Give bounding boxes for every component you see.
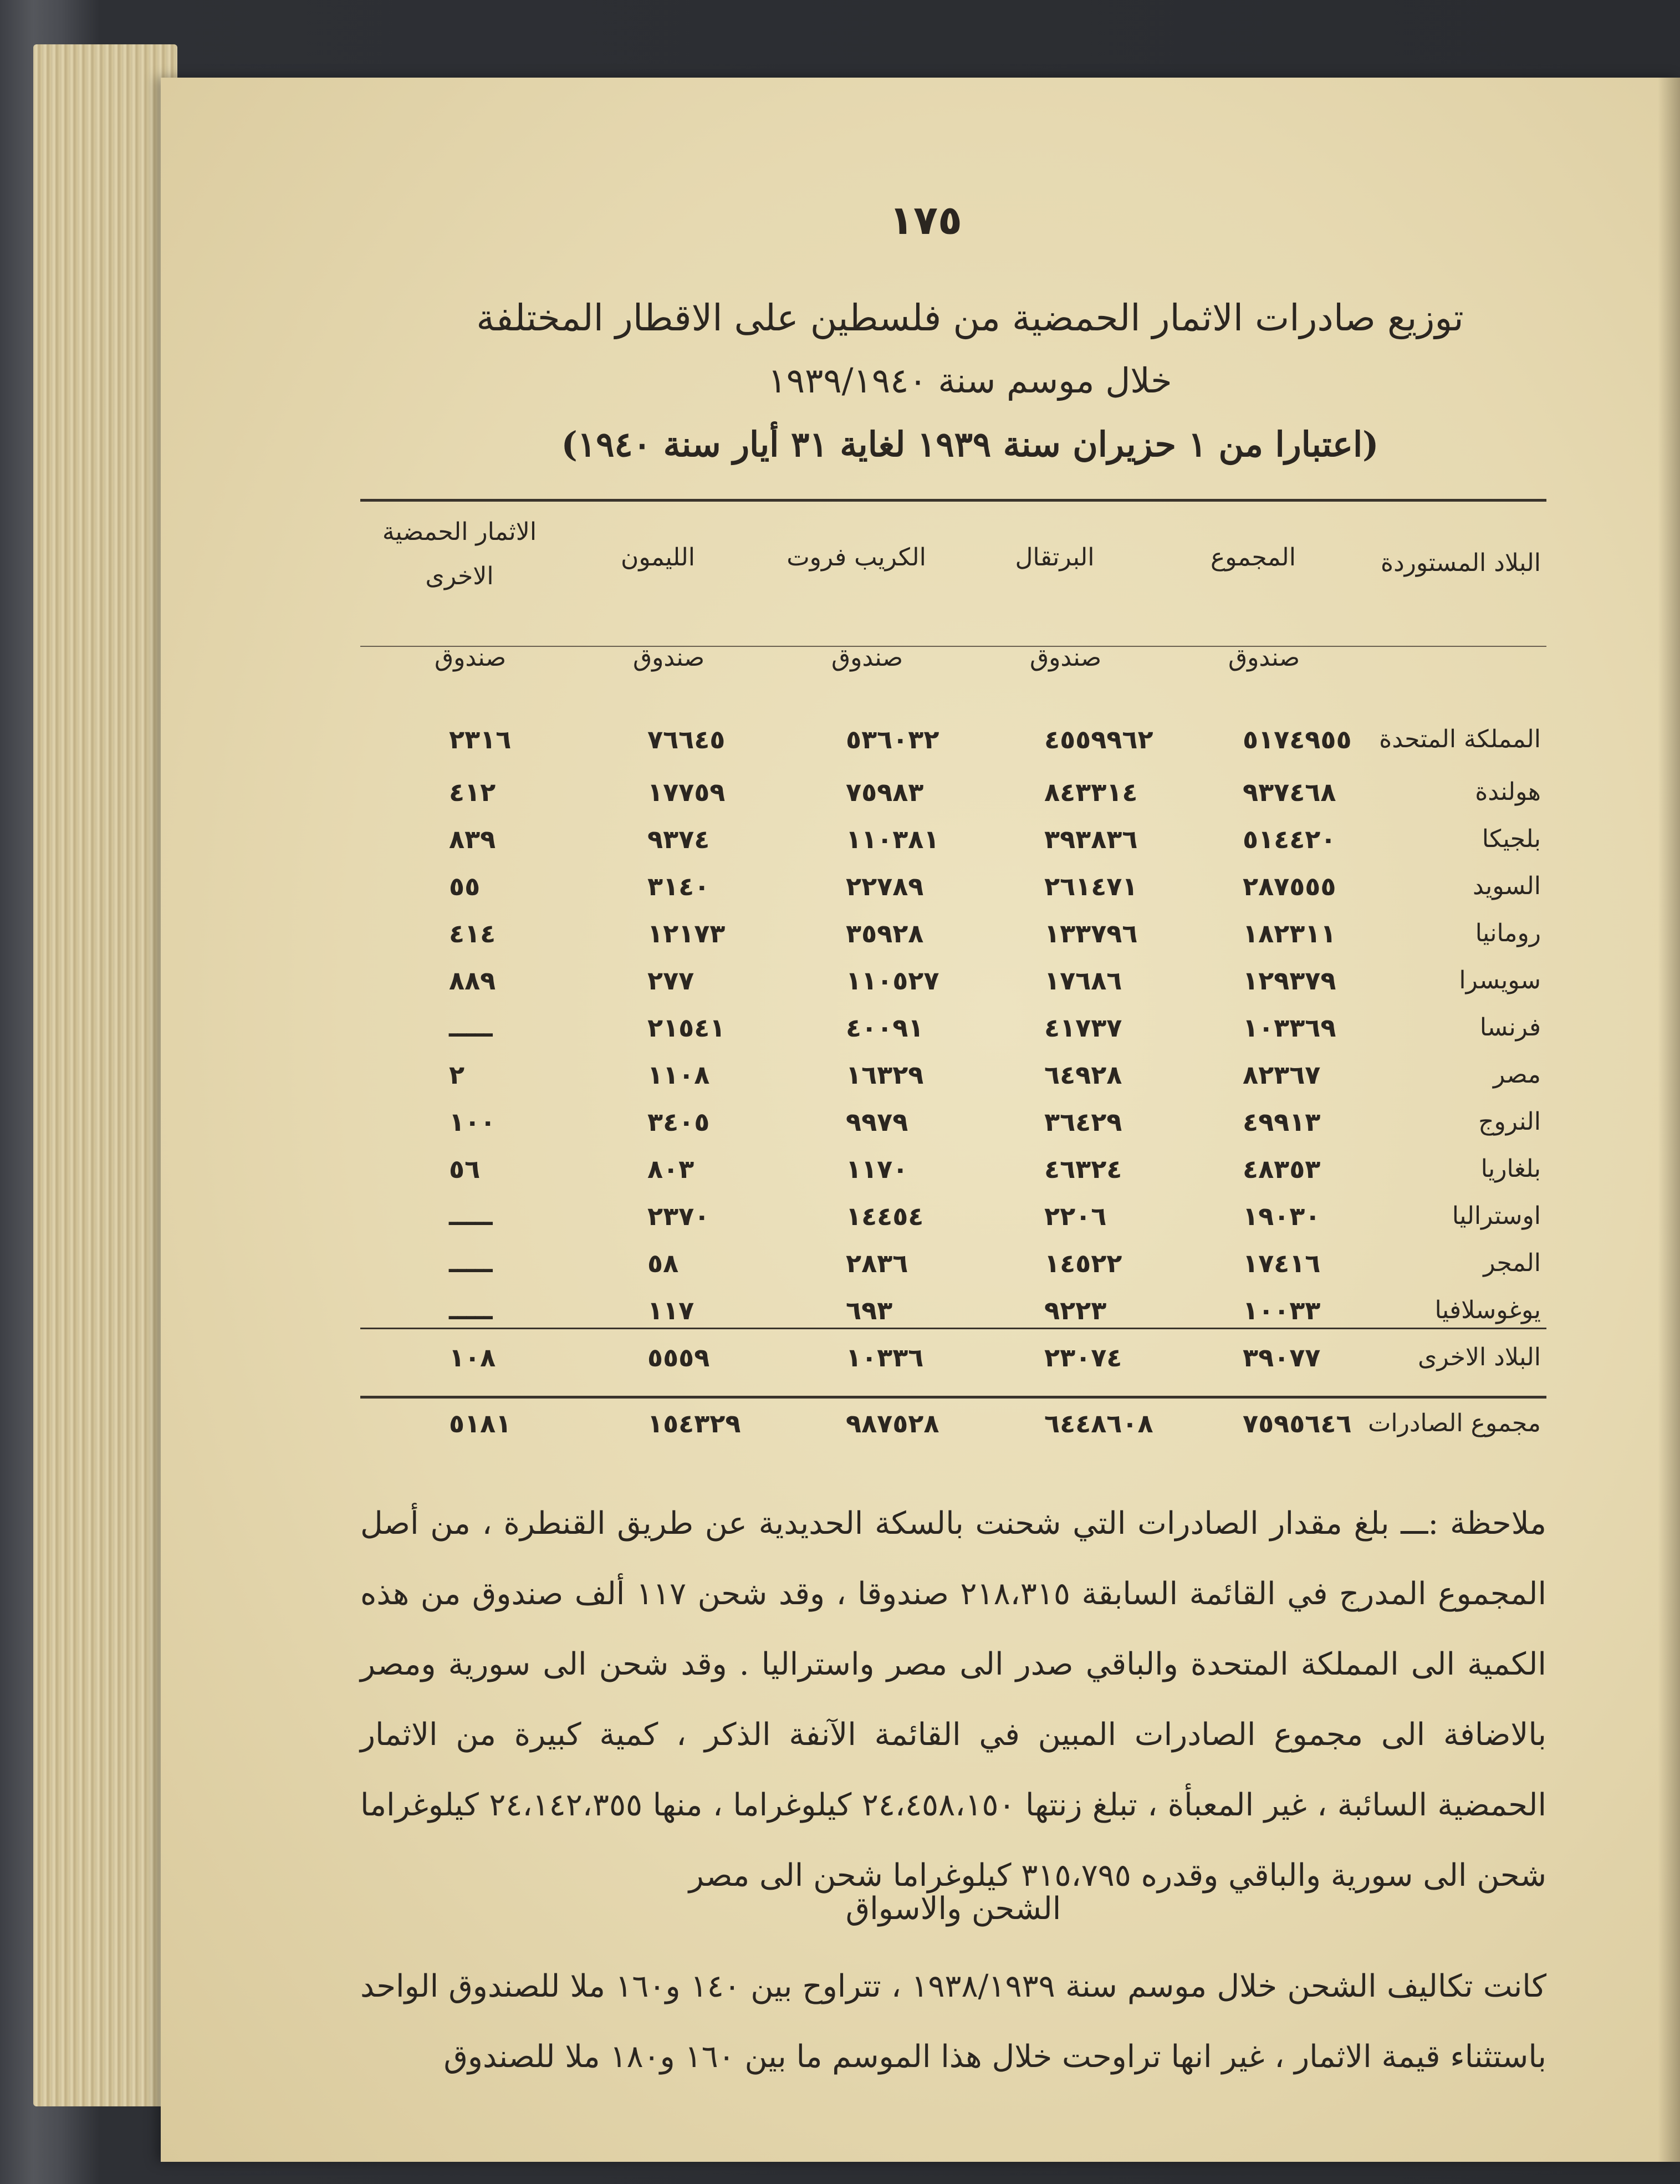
- lemons-cell: ٣٤٠٥: [647, 1106, 710, 1137]
- country-cell: النروج: [1478, 1108, 1541, 1136]
- oranges-cell: ٤٦٣٢٤: [1044, 1154, 1122, 1184]
- table-header-row: [360, 510, 1546, 626]
- country-cell: فرنسا: [1479, 1013, 1541, 1042]
- section-heading: الشحن والاسواق: [845, 1891, 1061, 1927]
- total-cell: ١٢٩٣٧٩: [1243, 965, 1336, 996]
- table-row: [360, 863, 1546, 910]
- grapefruit-cell: ٩٩٧٩: [846, 1106, 908, 1137]
- lemons-cell: ٩٣٧٤: [647, 824, 710, 854]
- lemons-cell: ٧٦٦٤٥: [647, 724, 726, 754]
- oranges-cell: ٢٦١٤٧١: [1044, 871, 1138, 901]
- table-row: [360, 1239, 1546, 1287]
- grand-total-cell: ٧٥٩٥٦٤٦: [1243, 1408, 1352, 1438]
- grapefruit-cell: ١١٧٠: [846, 1154, 908, 1184]
- grapefruit-cell: ١١٠٥٢٧: [846, 965, 939, 996]
- table-row: [360, 910, 1546, 957]
- other-cell: ٤١٢: [449, 777, 496, 807]
- oranges-cell: ١٧٦٨٦: [1044, 965, 1122, 996]
- header-grapefruit: الكريب فروت: [787, 543, 926, 571]
- grapefruit-cell: ١١٠٣٨١: [846, 824, 939, 854]
- units-row: [360, 626, 1546, 688]
- table-top-rule: [360, 499, 1546, 502]
- total-cell: ١٠٣٣٦٩: [1243, 1012, 1336, 1043]
- other-cell: ٥٥: [449, 871, 481, 901]
- other-cell: ١٠٠: [449, 1106, 496, 1137]
- table-row: [360, 815, 1546, 863]
- table-row: [360, 1334, 1546, 1381]
- page-content: [360, 78, 1580, 2162]
- oranges-cell: ١٤٥٢٢: [1044, 1248, 1122, 1278]
- oranges-cell: ٦٤٩٢٨: [1044, 1059, 1122, 1090]
- other-cell: ٤١٤: [449, 918, 496, 948]
- other-cell: ٨٨٩: [449, 965, 496, 996]
- unit-cell: صندوق: [434, 643, 507, 672]
- table-row: [360, 1287, 1546, 1334]
- table-subtitle-period: (اعتبارا من ١ حزيران سنة ١٩٣٩ لغاية ٣١ أيار سنة ١٩٤٠): [561, 424, 1379, 465]
- oranges-cell: ٢٣٠٧٤: [1044, 1342, 1122, 1372]
- header-other-line2: الاخرى: [425, 562, 494, 590]
- lemons-total-cell: ١٥٤٣٢٩: [647, 1408, 741, 1438]
- total-row-label: مجموع الصادرات: [1367, 1409, 1541, 1437]
- other-cell: ٢٣١٦: [449, 724, 512, 754]
- table-row: [360, 1051, 1546, 1098]
- total-cell: ٤٨٣٥٣: [1243, 1154, 1321, 1184]
- lemons-cell: ٨٠٣: [647, 1154, 695, 1184]
- grapefruit-cell: ١٤٤٥٤: [846, 1201, 924, 1231]
- grapefruit-cell: ٦٩٣: [846, 1295, 893, 1325]
- country-cell: اوستراليا: [1452, 1202, 1541, 1230]
- exports-table: [360, 510, 1546, 1447]
- lemons-cell: ١١٧: [647, 1295, 695, 1325]
- total-cell: ٤٩٩١٣: [1243, 1106, 1321, 1137]
- country-cell: المملكة المتحدة: [1379, 725, 1541, 753]
- oranges-cell: ٣٦٤٢٩: [1044, 1106, 1122, 1137]
- country-cell: يوغوسلافيا: [1434, 1296, 1541, 1324]
- total-cell: ١٧٤١٦: [1243, 1248, 1321, 1278]
- oranges-total-cell: ٦٤٤٨٦٠٨: [1044, 1408, 1153, 1438]
- unit-cell: صندوق: [1029, 643, 1102, 672]
- table-row: [360, 1145, 1546, 1192]
- grapefruit-cell: ٢٢٧٨٩: [846, 871, 924, 901]
- unit-cell-blank: [1352, 626, 1546, 688]
- body-paragraph: كانت تكاليف الشحن خلال موسم سنة ١٩٣٨/١٩٣٩ ، تتراوح بين ١٤٠ و١٦٠ ملا للصندوق الواحد باستثناء قيمة الاثمار ، غير انها تراوحت خلال هذا الموسم ما بين ١٦٠ و١٨٠ ملا للصندوق: [360, 1968, 1546, 2075]
- table-row: [360, 1004, 1546, 1051]
- header-other-line1: الاثمار الحمضية: [382, 518, 537, 546]
- total-cell: ٥١٧٤٩٥٥: [1243, 724, 1352, 754]
- lemons-cell: ٥٨: [647, 1248, 679, 1278]
- table-body: [360, 688, 1546, 1447]
- table-row: [360, 768, 1546, 815]
- other-cell: ١٠٨: [449, 1342, 496, 1372]
- lemons-cell: ١٢١٧٣: [647, 918, 726, 948]
- country-cell: بلجيكا: [1482, 825, 1541, 853]
- grapefruit-cell: ٤٠٠٩١: [846, 1012, 924, 1043]
- unit-cell: صندوق: [1228, 643, 1300, 672]
- other-cell: ٥٦: [449, 1154, 481, 1184]
- header-other-citrus: [360, 510, 559, 626]
- total-cell: ٣٩٠٧٧: [1243, 1342, 1321, 1372]
- grapefruit-cell: ٣٥٩٢٨: [846, 918, 924, 948]
- country-cell: بلغاريا: [1480, 1155, 1541, 1183]
- table-total-row: [360, 1381, 1546, 1447]
- table-row: [360, 1098, 1546, 1145]
- header-lemons: الليمون: [621, 543, 695, 571]
- country-cell: هولندة: [1475, 778, 1541, 806]
- unit-cell: صندوق: [831, 643, 903, 672]
- table-row: [360, 1192, 1546, 1239]
- oranges-cell: ٨٤٣٣١٤: [1044, 777, 1138, 807]
- total-cell: ٨٢٣٦٧: [1243, 1059, 1321, 1090]
- book-page: [161, 78, 1680, 2162]
- other-cell: ـــــ: [449, 1248, 493, 1278]
- grapefruit-total-cell: ٩٨٧٥٢٨: [846, 1408, 939, 1438]
- country-cell: المجر: [1483, 1249, 1541, 1277]
- total-cell: ١٩٠٣٠: [1243, 1201, 1321, 1231]
- grapefruit-cell: ١٠٣٣٦: [846, 1342, 924, 1372]
- table-row: [360, 957, 1546, 1004]
- lemons-cell: ٢١٥٤١: [647, 1012, 726, 1043]
- oranges-cell: ٤١٧٣٧: [1044, 1012, 1122, 1043]
- grapefruit-cell: ٥٣٦٠٣٢: [846, 724, 939, 754]
- other-cell: ـــــ: [449, 1012, 493, 1043]
- country-cell: رومانيا: [1475, 919, 1541, 947]
- oranges-cell: ٤٥٥٩٩٦٢: [1044, 724, 1153, 754]
- total-cell: ٢٨٧٥٥٥: [1243, 871, 1336, 901]
- header-total: المجموع: [1211, 543, 1296, 571]
- total-cell: ٩٣٧٤٦٨: [1243, 777, 1336, 807]
- total-cell: ١٨٢٣١١: [1243, 918, 1336, 948]
- header-oranges: البرتقال: [1015, 543, 1095, 571]
- country-cell: البلاد الاخرى: [1418, 1343, 1541, 1371]
- country-cell: مصر: [1493, 1060, 1541, 1089]
- total-cell: ١٠٠٣٣: [1243, 1295, 1321, 1325]
- total-cell: ٥١٤٤٢٠: [1243, 824, 1336, 854]
- page-number: ١٧٥: [889, 197, 962, 243]
- lemons-cell: ٢٧٧: [647, 965, 695, 996]
- lemons-cell: ٣١٤٠: [647, 871, 710, 901]
- other-cell: ٢: [449, 1059, 465, 1090]
- oranges-cell: ١٣٣٧٩٦: [1044, 918, 1138, 948]
- grapefruit-cell: ١٦٣٢٩: [846, 1059, 924, 1090]
- grapefruit-cell: ٧٥٩٨٣: [846, 777, 924, 807]
- lemons-cell: ٢٣٧٠: [647, 1201, 710, 1231]
- footnote-paragraph: ملاحظة :ـــ بلغ مقدار الصادرات التي شحنت بالسكة الحديدية عن طريق القنطرة ، من أصل المجموع المدرج في القائمة السابقة ٢١٨،٣١٥ صندوقا ، وقد شحن ١١٧ ألف صندوق من هذه الكمية الى المملكة المتحدة والباقي صدر الى مصر واستراليا . وقد شحن الى سورية ومصر بالاضافة الى مجموع الصادرات المبين في القائمة الآنفة الذكر ، كمية كبيرة من الاثمار الحمضية السائبة ، غير المعبأة ، تبلغ زنتها ٢٤،٤٥٨،١٥٠ كيلوغراما ، منها ٢٤،١٤٢،٣٥٥ كيلوغراما شحن الى سورية والباقي وقدره ٣١٥،٧٩٥ كيلوغراما شحن الى مصر: [360, 1506, 1546, 1894]
- lemons-cell: ١٧٧٥٩: [647, 777, 726, 807]
- header-country: البلاد المستوردة: [1381, 549, 1541, 577]
- lemons-cell: ٥٥٥٩: [647, 1342, 710, 1372]
- other-cell: ٨٣٩: [449, 824, 496, 854]
- unit-cell: صندوق: [632, 643, 705, 672]
- table-subtitle-season: خلال موسم سنة ١٩٣٩/١٩٤٠: [768, 360, 1172, 401]
- grapefruit-cell: ٢٨٣٦: [846, 1248, 908, 1278]
- table-title: توزيع صادرات الاثمار الحمضية من فلسطين على الاقطار المختلفة: [476, 297, 1464, 339]
- other-cell: ـــــ: [449, 1295, 493, 1325]
- page-edge-shadow: [1658, 78, 1680, 2162]
- page-stack-edge: [33, 44, 177, 2106]
- table-row: [360, 688, 1546, 768]
- other-total-cell: ٥١٨١: [449, 1408, 512, 1438]
- oranges-cell: ٢٢٠٦: [1044, 1201, 1107, 1231]
- oranges-cell: ٣٩٣٨٣٦: [1044, 824, 1138, 854]
- other-cell: ـــــ: [449, 1201, 493, 1231]
- lemons-cell: ١١٠٨: [647, 1059, 710, 1090]
- country-cell: سويسرا: [1459, 966, 1541, 994]
- oranges-cell: ٩٢٢٣: [1044, 1295, 1107, 1325]
- country-cell: السويد: [1473, 872, 1541, 900]
